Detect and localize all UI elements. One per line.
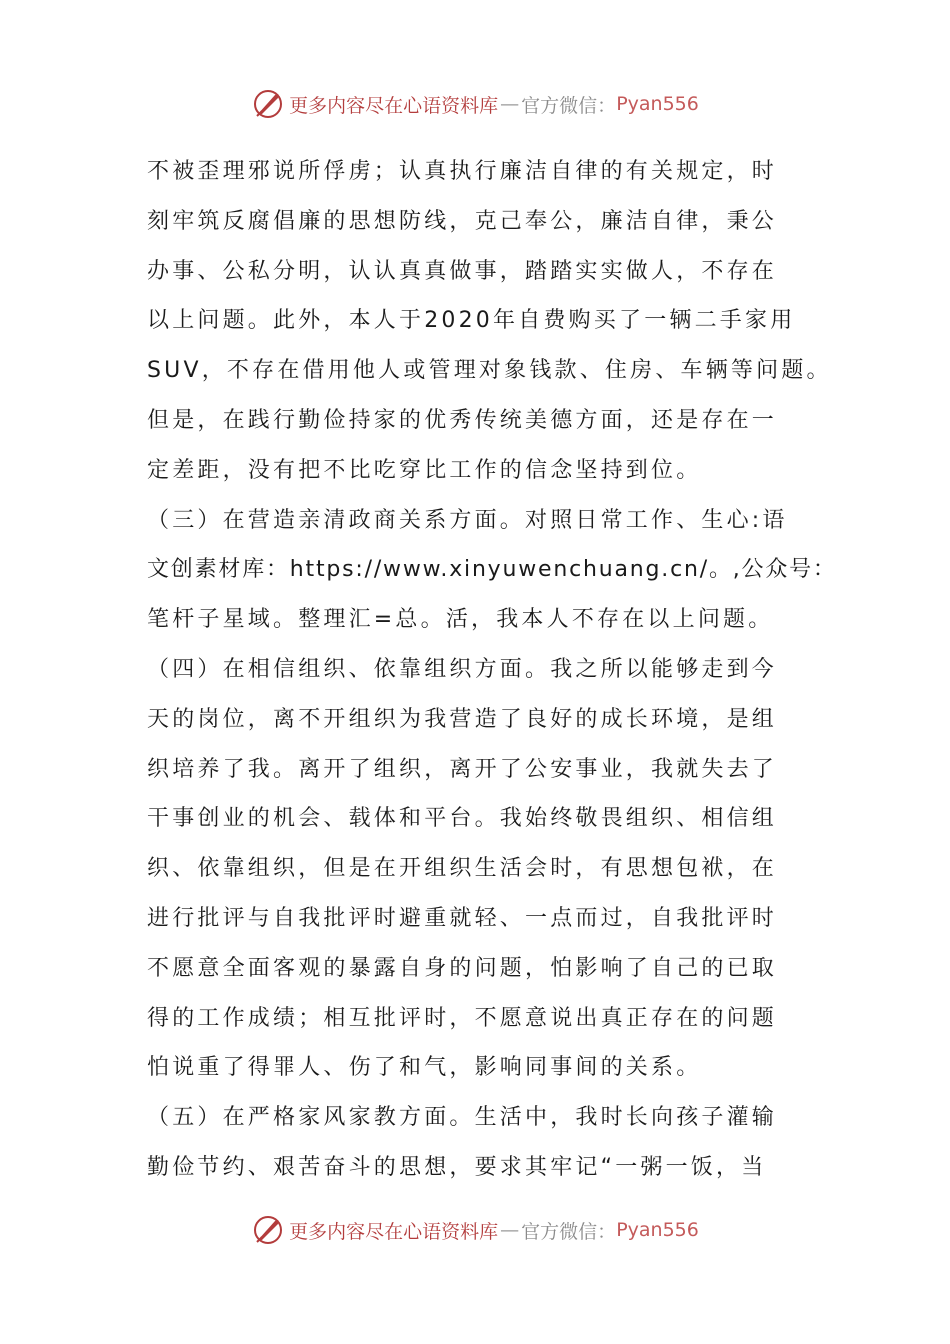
body-line: SUV，不存在借用他人或管理对象钱款、住房、车辆等问题。 (147, 358, 832, 384)
quill-pen-logo-icon (251, 1213, 285, 1247)
body-line: 天的岗位，离不开组织为我营造了良好的成长环境，是组 (147, 706, 778, 732)
body-line: 定差距，没有把不比吃穿比工作的信念坚持到位。 (147, 457, 702, 483)
banner-wechat-handle: Pyan556 (616, 1219, 699, 1241)
banner-main-text: 更多内容尽在心语资料库 (289, 1220, 499, 1243)
header-watermark-banner (0, 86, 950, 122)
banner-contact-label: 官方微信： (521, 94, 617, 117)
body-line: 勤俭节约、艰苦奋斗的思想，要求其牢记“一粥一饭，当 (147, 1154, 767, 1180)
quill-pen-logo-icon (251, 87, 285, 121)
footer-watermark-banner (0, 1212, 950, 1248)
document-body (147, 147, 837, 1193)
banner-contact-label: 官方微信： (521, 1220, 617, 1243)
body-line: 得的工作成绩；相互批评时，不愿意说出真正存在的问题 (147, 1005, 778, 1031)
banner-wechat-handle: Pyan556 (616, 93, 699, 115)
body-line: 织、依靠组织，但是在开组织生活会时，有思想包袱，在 (147, 856, 778, 882)
banner-separator: — (500, 1219, 520, 1241)
body-line: 进行批评与自我批评时避重就轻、一点而过，自我批评时 (147, 905, 778, 931)
body-line: 织培养了我。离开了组织，离开了公安事业，我就失去了 (147, 756, 778, 782)
body-line: 笔杆子星域。整理汇=总。活，我本人不存在以上问题。 (147, 607, 774, 633)
body-line: （三）在营造亲清政商关系方面。对照日常工作、生心:语 (147, 507, 788, 533)
body-line: 以上问题。此外，本人于2020年自费购买了一辆二手家用 (147, 308, 796, 334)
body-line: 办事、公私分明，认认真真做事，踏踏实实做人，不存在 (147, 258, 778, 284)
banner-main-text: 更多内容尽在心语资料库 (289, 94, 499, 117)
body-line: 怕说重了得罪人、伤了和气，影响同事间的关系。 (147, 1055, 702, 1081)
body-line: 干事创业的机会、载体和平台。我始终敬畏组织、相信组 (147, 806, 778, 832)
body-line: （五）在严格家风家教方面。生活中，我时长向孩子灌输 (147, 1105, 778, 1131)
body-line: 不愿意全面客观的暴露自身的问题，怕影响了自己的已取 (147, 955, 778, 981)
body-line: 但是，在践行勤俭持家的优秀传统美德方面，还是存在一 (147, 407, 778, 433)
body-line: 不被歪理邪说所俘虏；认真执行廉洁自律的有关规定，时 (147, 159, 778, 184)
body-line: 刻牢筑反腐倡廉的思想防线，克己奉公，廉洁自律，秉公 (147, 208, 778, 234)
banner-separator: — (500, 93, 520, 115)
body-line: 文创素材库：https://www.xinyuwenchuang.cn/。,公众号： (147, 557, 837, 583)
body-line: （四）在相信组织、依靠组织方面。我之所以能够走到今 (147, 656, 778, 682)
